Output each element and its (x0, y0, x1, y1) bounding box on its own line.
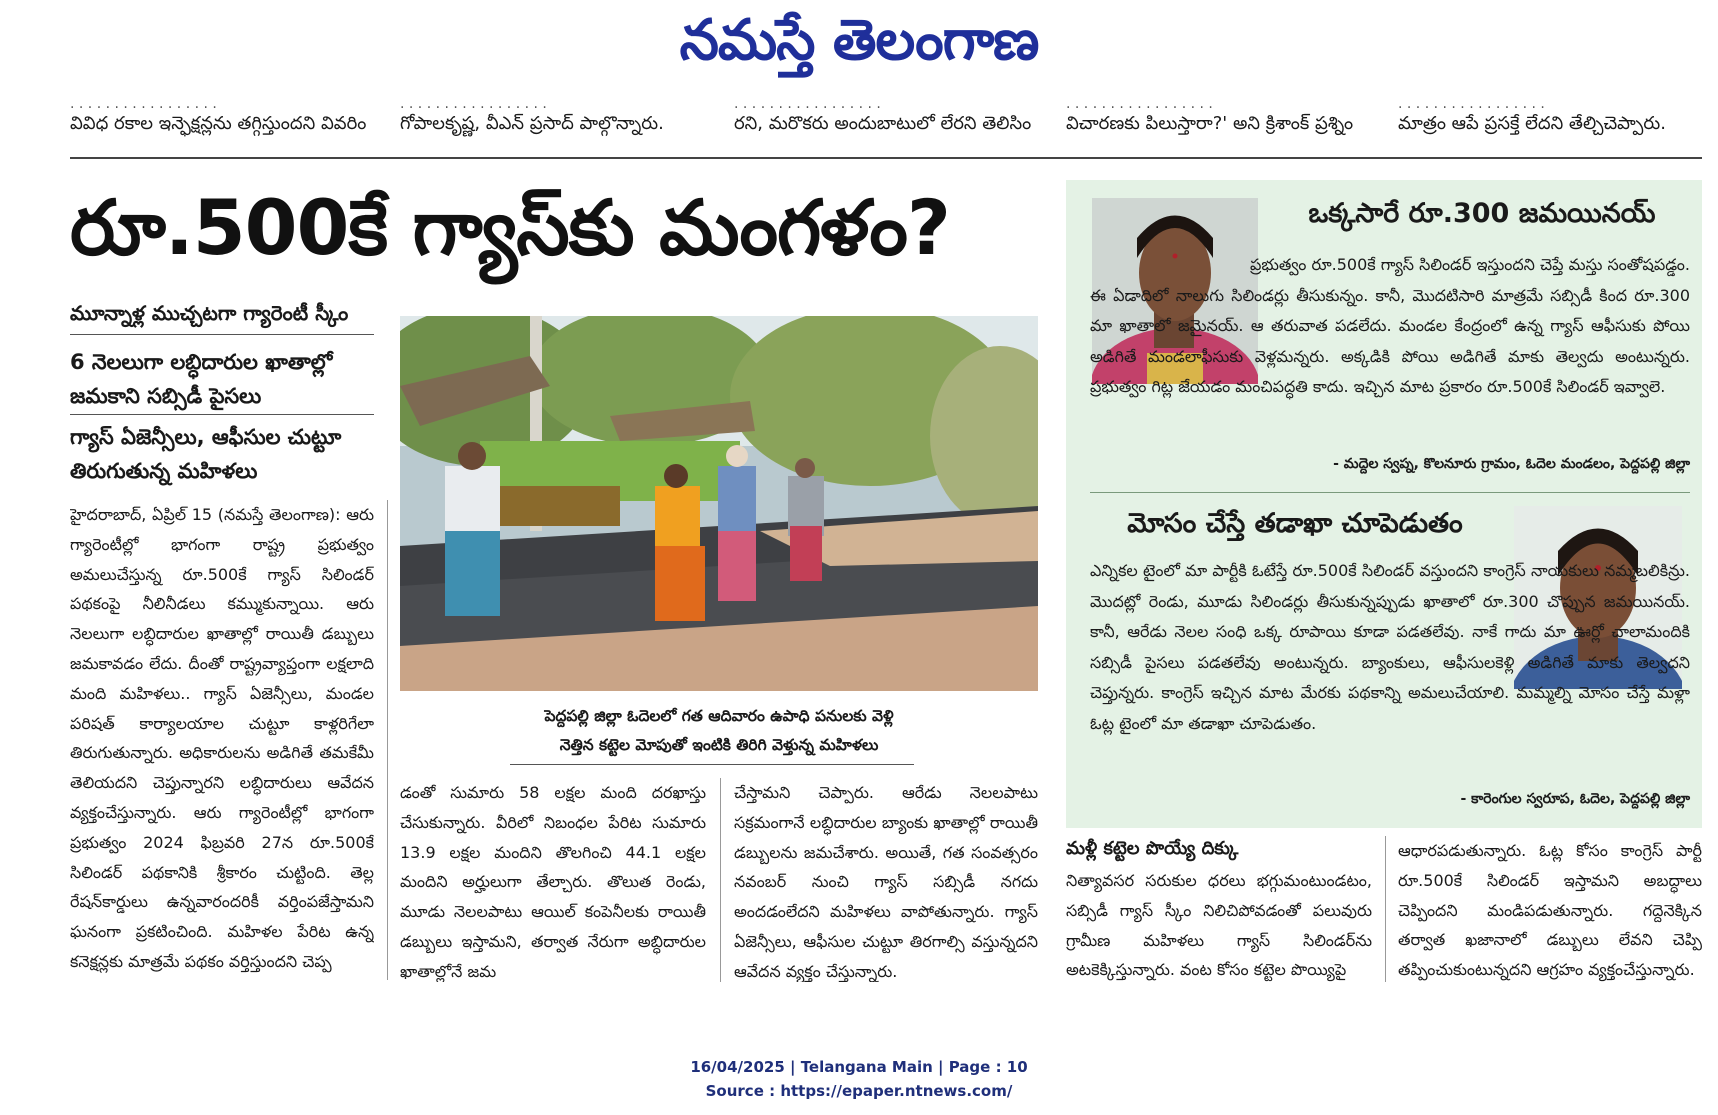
headline: రూ.500కే గ్యాస్‌కు మంగళం? (70, 183, 950, 272)
figure-woman-3 (718, 445, 756, 601)
deck-divider (70, 334, 374, 335)
strip-text-5: మాత్రం ఆపే ప్రసక్తే లేదని తేల్చిచెప్పారు. (1398, 113, 1666, 134)
quote1-body: ప్రభుత్వం రూ.500కే గ్యాస్ సిలిండర్ ఇస్తుందని చెప్తే మస్తు సంతోషపడ్డం. ఈ ఏడాదిలో నాలుగు సిలిండర్లు తీసుకున్నం. కానీ, మొదటిసారి మాత్రమే సబ్సిడీ కింద రూ.300 మా ఖాతాలో జమైనయ్. ఆ తరువాత పడలేదు. మండల కేంద్రంలో ఉన్న గ్యాస్ ఆఫీసుకు పోయి అడిగితే మండలాఫీసుకు వెళ్లమన్నరు. అక్కడికి పోయి అడిగితే మాకు తెల్వదు అంటున్నరు. ప్రభుత్వం గిట్ల జేయడం మంచిపద్ధతి కాదు. ఇచ్చిన మాట ప్రకారం రూ.500కే సిలిండర్ ఇవ్వాలె. (1090, 255, 1690, 396)
figure-woman-4 (788, 458, 824, 581)
body-column-1: హైదరాబాద్, ఏప్రిల్ 15 (నమస్తే తెలంగాణ): ఆరు గ్యారెంటీల్లో భాగంగా రాష్ట్ర ప్రభుత్వం అమలుచేస్తున్న రూ.500కే గ్యాస్ సిలిండర్ పథకంపై నీలినీడలు కమ్ముకున్నాయి. ఆరు నెలలుగా లబ్ధిదారుల ఖాతాల్లో రాయితీ డబ్బులు జమకావడం లేదు. దీంతో రాష్ట్రవ్యాప్తంగా లక్షలాది మంది మహిళలు.. గ్యాస్ ఏజెన్సీలు, మండల పరిషత్ కార్యాలయాల చుట్టూ కాళ్లరిగేలా తిరుగుతున్నారు. అధికారులను అడిగితే తమకేమీ తెలియదని చెప్తున్నారని లబ్ధిదారులు ఆవేదన వ్యక్తంచేస్తున్నారు. ఆరు గ్యారెంటీల్లో భాగంగా ప్రభుత్వం 2024 ఫిబ్రవరి 27న రూ.500కే సిలిండర్ పథకానికి శ్రీకారం చుట్టింది. తెల్ల రేషన్‌కార్డులు ఉన్నవారందరికీ వర్తింపజేస్తామని ఘనంగా ప్రకటించింది. మహిళల పేరిట ఉన్న కనెక్షన్లకు మాత్రమే పథకం వర్తిస్తుందని చెప్ప (70, 505, 374, 971)
body-column-5: ఆధారపడుతున్నారు. ఓట్ల కోసం కాంగ్రెస్ పార్టీ రూ.500కే సిలిండర్ ఇస్తామని అబద్ధాలు చెప్పిందని మండిపడుతున్నారు. గద్దెనెక్కిన తర్వాత ఖజానాలో డబ్బులు లేవని చెప్పి తప్పించుకుంటున్నదని ఆగ్రహం వ్యక్తంచేస్తున్నారు. (1398, 841, 1702, 980)
strip-col-1: . . . . . . . . . . . . . . . . . వివిధ రకాల ఇన్ఫెక్షన్లను తగ్గిస్తుందని వివరిం (70, 98, 367, 134)
column-divider (1385, 836, 1386, 982)
strip-text-4: విచారణకు పిలుస్తారా?' అని క్రిశాంక్ ప్రశ్నిం (1066, 113, 1354, 134)
quote2-title: మోసం చేస్తే తడాఖా చూపెడుతం (1127, 508, 1463, 539)
deck-3: గ్యాస్ ఏజెన్సీలు, ఆఫీసుల చుట్టూ తిరుగుతున్న మహిళలు (70, 425, 342, 483)
sidebar-divider (1090, 492, 1690, 493)
body-column-2: డంతో సుమారు 58 లక్షల మంది దరఖాస్తు చేసుకున్నారు. వీరిలో నిబంధల పేరిట సుమారు 13.9 లక్షల మందిని తొలగించి 44.1 లక్షల మందిని అర్హులుగా తేల్చారు. తొలుత రెండు, మూడు నెలలపాటు ఆయిల్ కంపెనీలకు రాయితీ డబ్బులు ఇస్తామని, తర్వాత నేరుగా అబ్ధిదారుల ఖాతాల్లోనే జమ (400, 783, 706, 981)
footer-source: Source : https://epaper.ntnews.com/ (705, 1082, 1013, 1100)
column-divider (387, 500, 388, 980)
body-column-3: చేస్తామని చెప్పారు. ఆరేడు నెలలపాటు సక్రమంగానే లబ్ధిదారుల బ్యాంకు ఖాతాల్లో రాయితీ డబ్బులను జమచేశారు. అయితే, గత సంవత్సరం నవంబర్ నుంచి గ్యాస్ సబ్సిడీ నగదు అందడంలేదని మహిళలు వాపోతున్నారు. గ్యాస్ ఏజెన్సీలు, ఆఫీసుల చుట్టూ తిరగాల్సి వస్తున్నదని ఆవేదన వ్యక్తం చేస్తున్నారు. (734, 783, 1038, 981)
strip-col-5: . . . . . . . . . . . . . . . . . మాత్రం ఆపే ప్రసక్తే లేదని తేల్చిచెప్పారు. (1398, 98, 1666, 134)
strip-text-1: వివిధ రకాల ఇన్ఫెక్షన్లను తగ్గిస్తుందని వివరిం (70, 113, 367, 134)
quote1-text (1090, 250, 1690, 403)
quote1-title: ఒక్కసారే రూ.300 జమయినయ్ (1308, 198, 1656, 229)
deck-divider (70, 414, 374, 415)
caption-line-2: నెత్తిన కట్టెల మోపుతో ఇంటికి తిరిగి వెళ్తున్న మహిళలు (559, 736, 879, 754)
top-divider (70, 157, 1702, 159)
portrait-wrap-gap (1090, 269, 1250, 270)
strip-text-2: గోపాలకృష్ణ, వీఎన్ ప్రసాద్ పాల్గొన్నారు. (400, 113, 664, 134)
footer-date-edition: 16/04/2025 | Telangana Main | Page : 10 (690, 1058, 1028, 1076)
deck-1: మూన్నాళ్ల ముచ్చటగా గ్యారెంటీ స్కీం (70, 301, 349, 325)
caption-rule (510, 764, 914, 765)
strip-col-2: . . . . . . . . . . . . . . . . . గోపాలకృష్ణ, వీఎన్ ప్రసాద్ పాల్గొన్నారు. (400, 98, 664, 134)
quote2-text: ఎన్నికల టైంలో మా పార్టీకి ఓటేస్తే రూ.500కే సిలిండర్ వస్తుందని కాంగ్రెస్ నాయకులు నమ్మబలికిన్రు. మొదట్లో రెండు, మూడు సిలిండర్లు తీసుకున్నప్పుడు ఖాతాలో రూ.300 చొప్పున జమయినయ్. కానీ, ఆరేడు నెలల సంధి ఒక్క రూపాయి కూడా పడతలేవు. నాకే గాదు మా ఊర్లో చాలామందికి సబ్సిడీ పైసలు పడతలేవు అంటున్నరు. బ్యాంకులు, ఆఫీసులకెళ్లి అడిగితే మాకు తెల్వదని చెప్తున్నరు. కాంగ్రెస్ ఇచ్చిన మాట మేరకు పథకాన్ని అమలుచేయాలి. మమ్మల్ని మోసం చేస్తే మళ్లా ఓట్ల టైంలో మా తడాఖా చూపెడుతం. (1090, 561, 1690, 733)
quote2-attribution: - కారెంగుల స్వరూప, ఓదెల, పెద్దపల్లి జిల్లా (1460, 791, 1690, 807)
column-divider (720, 778, 721, 982)
quote1-attribution: - మద్దెల స్వప్న, కొలనూరు గ్రామం, ఓదెల మండలం, పెద్దపల్లి జిల్లా (1333, 456, 1690, 472)
substory-heading: మళ్లీ కట్టెల పొయ్యే దిక్కు (1066, 838, 1239, 859)
body-column-4: నిత్యావసర సరుకుల ధరలు భగ్గుమంటుండటం, సబ్సిడీ గ్యాస్ స్కీం నిలిచిపోవడంతో పలువురు గ్రామీణ మహిళలు గ్యాస్ సిలిండర్‌ను అటకెక్కిస్తున్నారు. వంట కోసం కట్టెల పొయ్యిపై (1066, 871, 1372, 980)
strip-text-3: రని, మరొకరు అందుబాటులో లేరని తెలిసిం (734, 113, 1032, 134)
deck-2: 6 నెలలుగా లబ్ధిదారుల ఖాతాల్లో జమకాని సబ్సిడీ పైసలు (70, 350, 333, 408)
page-footer (0, 1055, 1718, 1103)
strip-col-3: . . . . . . . . . . . . . . . . . రని, మరొకరు అందుబాటులో లేరని తెలిసిం (734, 98, 1032, 134)
photo-caption (400, 702, 1038, 760)
news-photo-women-carrying-firewood (400, 316, 1038, 691)
caption-line-1: పెద్దపల్లి జిల్లా ఓదెలలో గత ఆదివారం ఉపాధి పనులకు వెళ్లి (544, 707, 894, 725)
strip-col-4: . . . . . . . . . . . . . . . . . విచారణకు పిలుస్తారా?' అని క్రిశాంక్ ప్రశ్నిం (1066, 98, 1354, 134)
newspaper-masthead: నమస్తే తెలంగాణ (679, 7, 1039, 73)
